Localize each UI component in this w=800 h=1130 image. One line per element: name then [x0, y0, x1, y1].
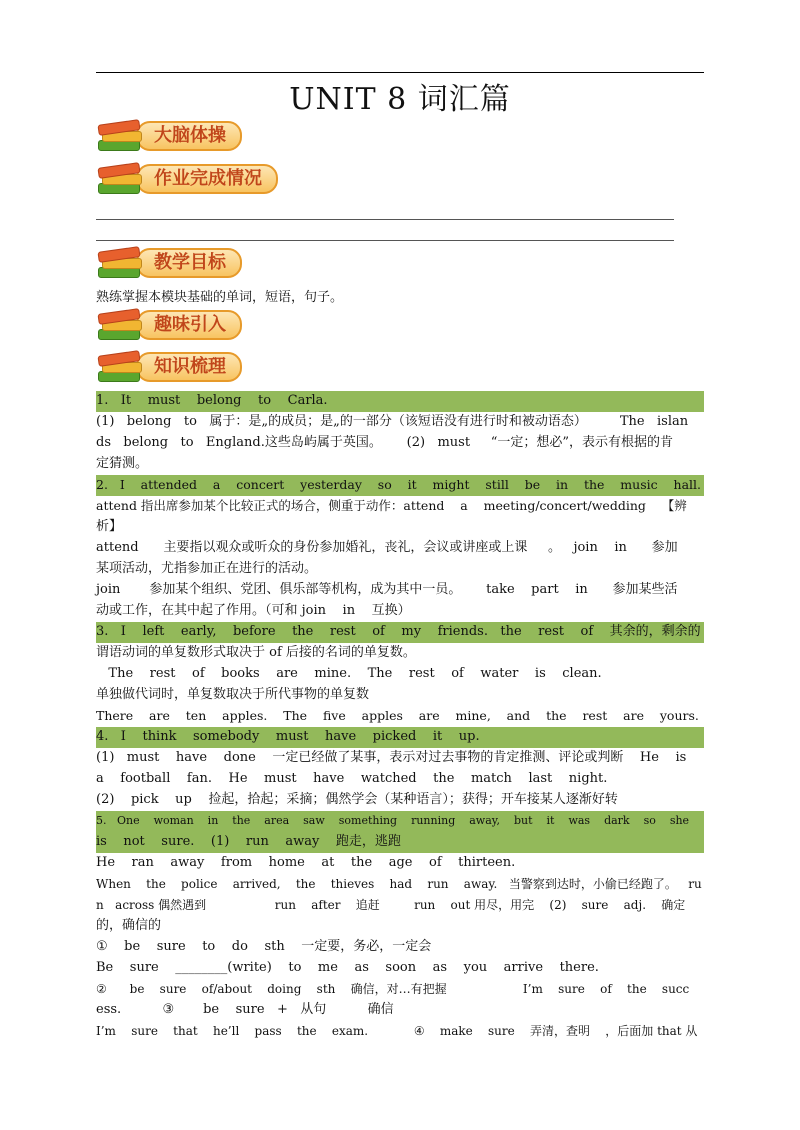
note-line: ② be sure of/about doing sth 确信，对…有把握 I’m sure of the succ — [96, 982, 690, 996]
page-title: UNIT 8 词汇篇 — [289, 82, 511, 117]
note-line: n across 偶然遇到 run after 追赶 run out 用尽，用完 (2) sure adj. 确定 — [96, 898, 686, 912]
exercise-line: Be sure ________(write) to me as soon as you arrive there. — [96, 960, 599, 975]
section-badge-brain — [96, 119, 242, 153]
note-line: 的，确信的 — [96, 918, 162, 933]
example-line: There are ten apples. The five apples are mine, and the rest are yours. — [96, 708, 699, 723]
section-label: 趣味引入 — [136, 310, 242, 340]
note-line: 单独做代词时，单复数取决于所代事物的单复数 — [96, 687, 370, 702]
answer-rule — [96, 240, 674, 241]
top-rule — [96, 72, 704, 73]
note-line: attend 指出席参加某个比较正式的场合，侧重于动作：attend a meeting/concert/wedding 【辨 — [96, 498, 687, 513]
note-line: (2) pick up 捡起，拾起；采摘；偶然学会（某种语言）；获得；开车接某人逐渐好转 — [96, 792, 618, 807]
section-label: 作业完成情况 — [136, 164, 278, 194]
key-sentence: 1. It must belong to Carla. — [96, 391, 704, 412]
key-sentence: 4. I think somebody must have picked it up. — [96, 727, 704, 748]
books-icon — [96, 119, 142, 153]
key-sentence: 2. I attended a concert yesterday so it might still be in the music hall. — [96, 475, 704, 496]
example-line: When the police arrived, the thieves had run away. 当警察到达时，小偷已经跑了。 ru — [96, 877, 702, 891]
books-icon — [96, 162, 142, 196]
note-line: I’m sure that he’ll pass the exam. ④ make sure 弄清，查明 ，后面加 that 从 — [96, 1024, 698, 1038]
note-line: 某项活动，尤指参加正在进行的活动。 — [96, 561, 318, 576]
section-badge-goal — [96, 246, 242, 280]
note-line: (1) must have done 一定已经做了某事，表示对过去事物的肯定推测、评论或判断 He is — [96, 750, 687, 765]
note-line: 动或工作，在其中起了作用。（可和 join in 互换） — [96, 603, 411, 618]
example-line: The rest of books are mine. The rest of water is clean. — [96, 666, 602, 681]
example-line: He ran away from home at the age of thirteen. — [96, 855, 516, 870]
key-sentence: is not sure. (1) run away 跑走，逃跑 — [96, 832, 704, 853]
section-badge-knowledge — [96, 350, 242, 384]
note-line: 析】 — [96, 519, 123, 534]
note-line: (1) belong to 属于：是„的成员；是„的一部分（该短语没有进行时和被动语态） The islan — [96, 414, 689, 429]
answer-rule — [96, 219, 674, 220]
section-badge-homework — [96, 162, 278, 196]
example-line: a football fan. He must have watched the match last night. — [96, 771, 608, 786]
section-badge-intro — [96, 308, 242, 342]
note-line: 定猜测。 — [96, 456, 149, 471]
note-line: ① be sure to do sth 一定要，务必，一定会 — [96, 939, 432, 954]
goal-text: 熟练掌握本模块基础的单词，短语，句子。 — [96, 290, 344, 305]
key-sentence: 5. One woman in the area saw something running away, but it was dark so she — [96, 811, 704, 832]
section-label: 大脑体操 — [136, 121, 242, 151]
note-line: ds belong to England.这些岛屿属于英国。 (2) must “一定；想必”，表示有根据的肯 — [96, 435, 674, 450]
section-label: 教学目标 — [136, 248, 242, 278]
section-label: 知识梳理 — [136, 352, 242, 382]
note-line: attend 主要指以观众或听众的身份参加婚礼，丧礼，会议或讲座或上课 。 join in 参加 — [96, 540, 678, 555]
key-sentence: 3. I left early, before the rest of my friends. the rest of 其余的，剩余的 — [96, 622, 704, 643]
books-icon — [96, 308, 142, 342]
note-line: 谓语动词的单复数形式取决于 of 后接的名词的单复数。 — [96, 645, 416, 660]
note-line: ess. ③ be sure + 从句 确信 — [96, 1002, 394, 1017]
note-line: join 参加某个组织、党团、俱乐部等机构，成为其中一员。 take part in 参加某些活 — [96, 582, 678, 597]
books-icon — [96, 350, 142, 384]
books-icon — [96, 246, 142, 280]
